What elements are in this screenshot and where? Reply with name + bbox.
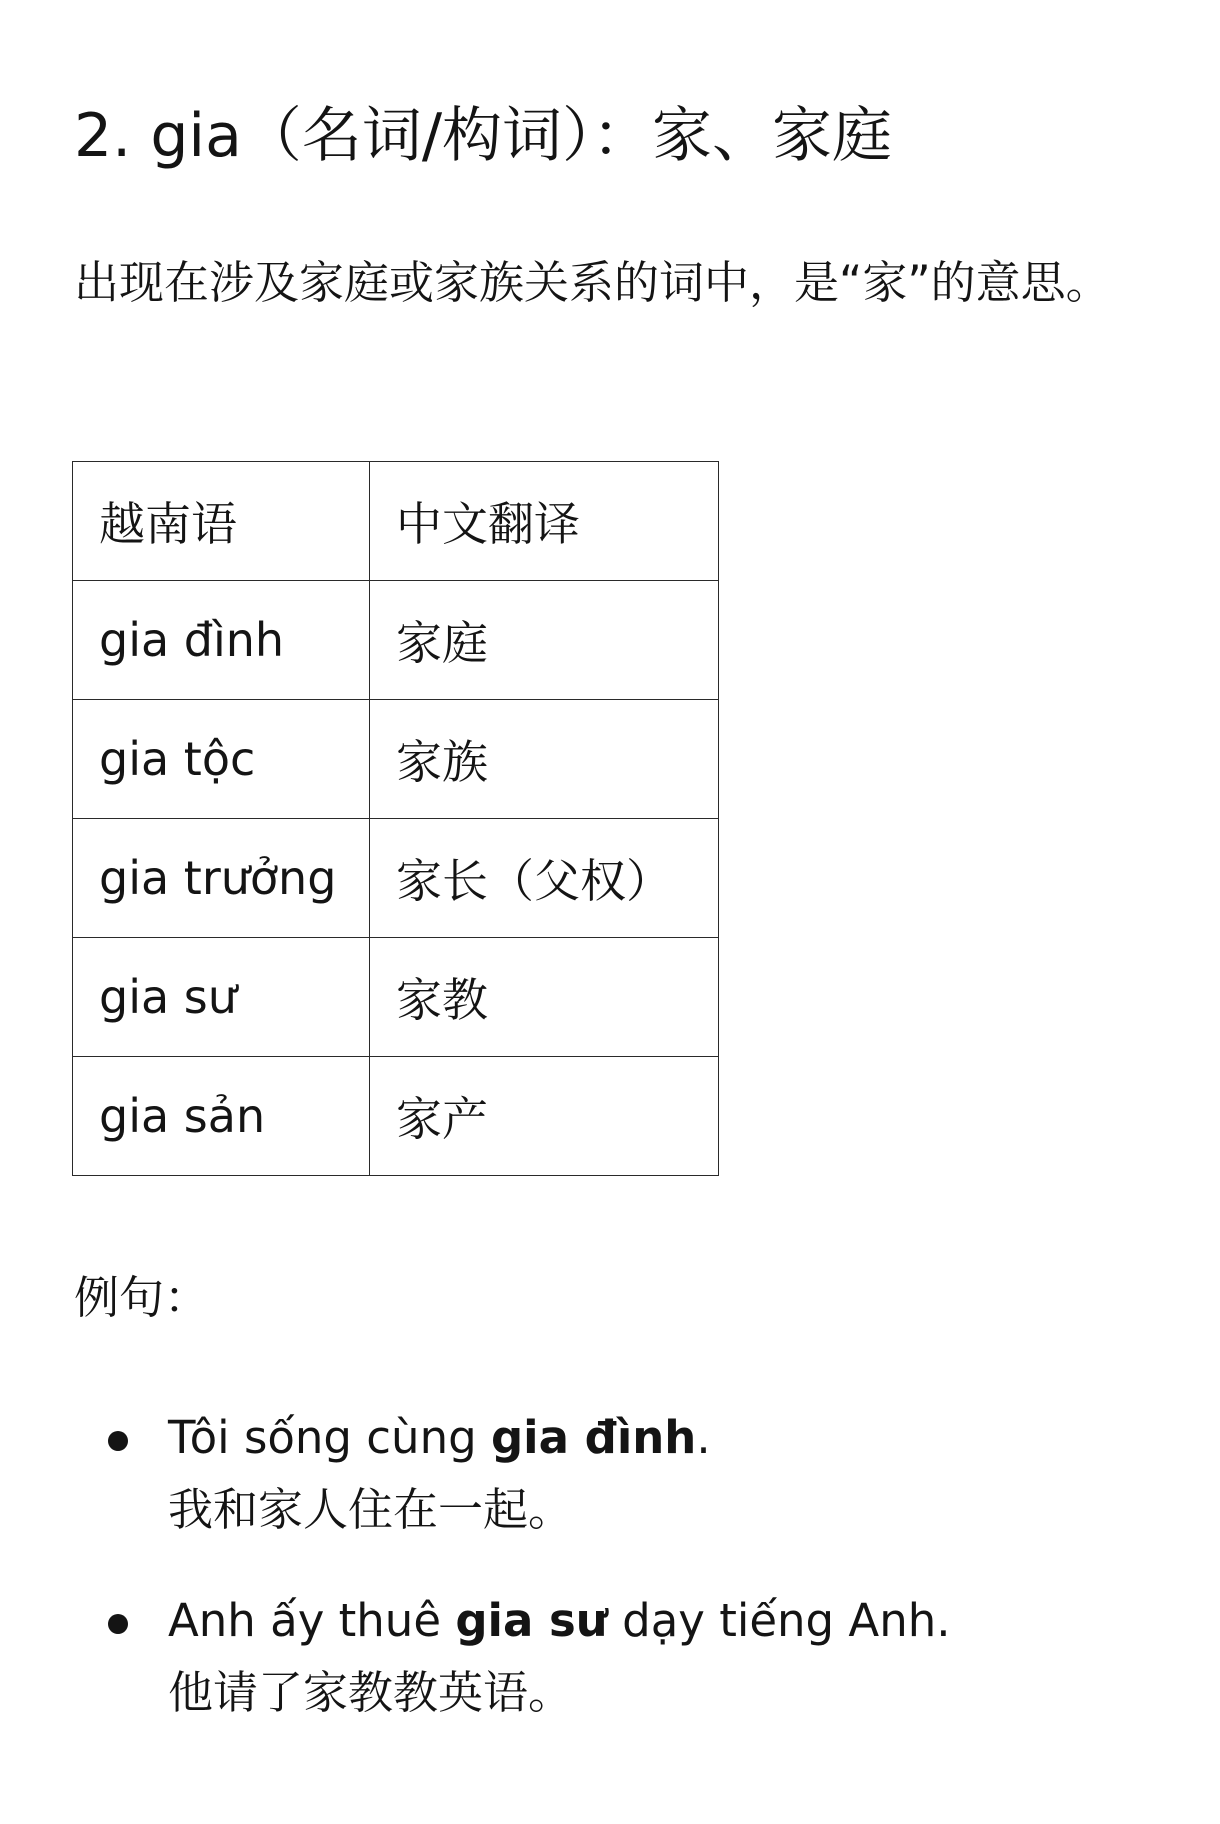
table-row xyxy=(73,700,719,819)
table-row xyxy=(73,1057,719,1176)
cell-vietnamese: gia sản xyxy=(73,1057,370,1176)
vocabulary-table xyxy=(72,461,719,1176)
cell-vietnamese: gia đình xyxy=(73,581,370,700)
column-header-vietnamese: 越南语 xyxy=(73,462,370,581)
example-keyword: gia sư xyxy=(455,1594,608,1647)
examples-label: 例句： xyxy=(74,1271,210,1324)
cell-chinese: 家长（父权） xyxy=(370,819,719,938)
example-list xyxy=(0,1402,1220,1768)
example-text: dạy tiếng Anh. xyxy=(607,1594,951,1647)
cell-vietnamese: gia tộc xyxy=(73,700,370,819)
bullet-icon xyxy=(108,1431,128,1451)
table-row xyxy=(73,819,719,938)
cell-chinese: 家庭 xyxy=(370,581,719,700)
example-vietnamese xyxy=(168,1402,1220,1474)
column-header-chinese: 中文翻译 xyxy=(370,462,719,581)
cell-vietnamese: gia trưởng xyxy=(73,819,370,938)
table-row xyxy=(73,581,719,700)
intro-paragraph: 出现在涉及家庭或家族关系的词中，是“家”的意思。 xyxy=(74,256,1111,309)
list-item xyxy=(0,1402,1220,1546)
example-text: Tôi sống cùng xyxy=(168,1411,491,1464)
example-text: Anh ấy thuê xyxy=(168,1594,456,1647)
cell-chinese: 家产 xyxy=(370,1057,719,1176)
cell-chinese: 家教 xyxy=(370,938,719,1057)
list-item xyxy=(0,1585,1220,1729)
example-text: . xyxy=(696,1411,711,1464)
example-vietnamese xyxy=(168,1585,1220,1657)
example-keyword: gia đình xyxy=(490,1411,697,1464)
table-header-row xyxy=(73,462,719,581)
cell-vietnamese: gia sư xyxy=(73,938,370,1057)
cell-chinese: 家族 xyxy=(370,700,719,819)
table-row xyxy=(73,938,719,1057)
section-heading: 2. gia（名词/构词）：家、家庭 xyxy=(74,101,893,171)
bullet-icon xyxy=(108,1614,128,1634)
example-chinese: 他请了家教教英语。 xyxy=(168,1666,574,1719)
example-chinese: 我和家人住在一起。 xyxy=(168,1483,574,1536)
